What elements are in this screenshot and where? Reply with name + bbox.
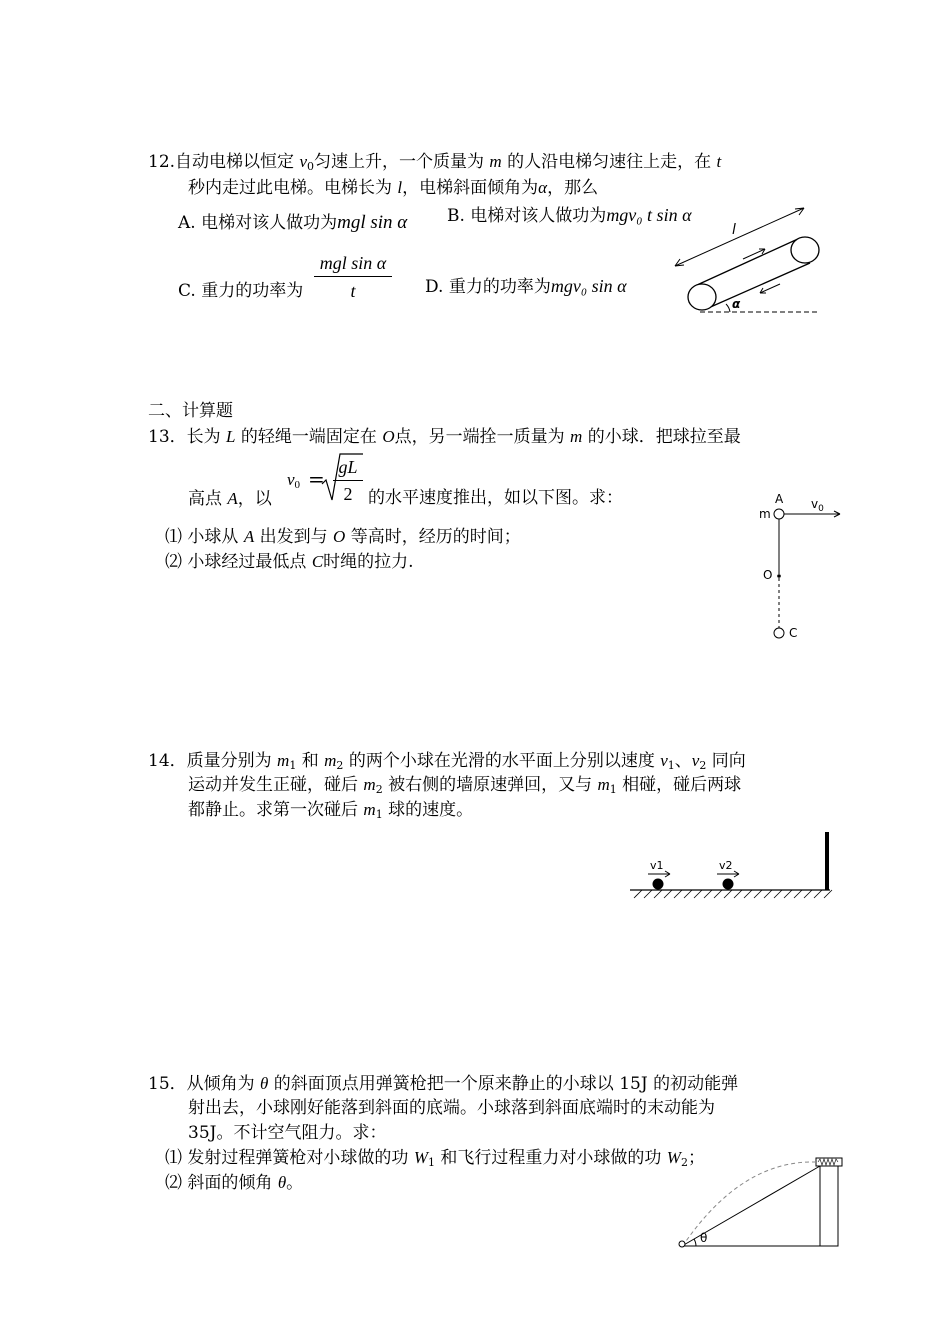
angle-label: α [732, 297, 741, 311]
label-c: C [789, 626, 798, 640]
ball [679, 1241, 685, 1247]
q12-option-b: B. 电梯对该人做功为mgv₀ t sin α [447, 205, 692, 226]
length-line [675, 208, 804, 266]
escalator-figure [670, 200, 840, 320]
lower-roller [688, 284, 716, 310]
q15-sub2: ⑵ 斜面的倾角 θ。 [165, 1173, 304, 1193]
q15-line2: 射出去，小球刚好能落到斜面的底端。小球落到斜面底端时的末动能为 [188, 1098, 715, 1118]
q12-option-a: A. 电梯对该人做功为mgl sin α [178, 212, 408, 233]
q13-line2-end: 的水平速度推出，如以下图。求： [368, 488, 623, 508]
ball-m2 [723, 879, 734, 890]
theta-arc [694, 1239, 696, 1246]
label-m: m [759, 507, 771, 521]
q12-line2: 秒内走过此电梯。电梯长为 l，电梯斜面倾角为α，那么 [188, 178, 599, 198]
q12-option-d: D. 重力的功率为mgv₀ sin α [425, 276, 627, 297]
q15-line3: 35J。不计空气阻力。求： [188, 1123, 387, 1143]
ball-m1 [653, 879, 664, 890]
belt-bottom [706, 263, 810, 309]
q13-sub1: ⑴ 小球从 A 出发到与 O 等高时，经历的时间； [165, 527, 521, 547]
q13-equals: = [308, 467, 325, 491]
up-arrow [743, 249, 765, 259]
theta-label: θ [700, 1231, 708, 1245]
q13-fraction: $\frac{gL}{2}$ [333, 457, 363, 505]
q13-line2-start: 高点 A，以 [188, 489, 272, 509]
label-o: O [763, 568, 773, 582]
ball-at-a [774, 509, 784, 519]
pendulum-figure [755, 490, 865, 650]
collision-figure [630, 828, 840, 908]
q12-option-c-fraction: mgl sin α t [314, 253, 392, 302]
platform [820, 1166, 838, 1246]
section-title: 二、计算题 [148, 401, 233, 421]
angle-arc [726, 304, 730, 312]
q14-line2: 运动并发生正碰，碰后 $m_2$ 被右侧的墙原速弹回，又与 $m_1$ 相碰，碰后两球 [188, 775, 742, 796]
q12-option-c-label: C. 重力的功率为 [178, 281, 304, 301]
q13-v0: $v_0$ [287, 470, 301, 491]
ball-at-c [774, 628, 784, 638]
q15-line1: 15．从倾角为 θ 的斜面顶点用弹簧枪把一个原来静止的小球以 15J 的初动能弹 [148, 1074, 739, 1094]
label-v0: $v_0$ [811, 497, 824, 514]
pivot-o [777, 574, 781, 578]
ground-hatching [634, 890, 832, 898]
belt-top [697, 238, 800, 285]
label-v2: v2 [719, 859, 733, 872]
q12-line1: 12.自动电梯以恒定 $v_0$匀速上升，一个质量为 m 的人沿电梯匀速往上走，在 t [148, 152, 722, 173]
upper-roller [791, 237, 819, 263]
q14-line1: 14．质量分别为 $m_1$ 和 $m_2$ 的两个小球在光滑的水平面上分别以速度 $v_1$、$v_2$ 同向 [148, 751, 746, 772]
label-v1: v1 [650, 859, 664, 872]
incline-figure [672, 1150, 852, 1250]
label-a: A [775, 492, 784, 506]
q13-line1: 13．长为 L 的轻绳一端固定在 O点，另一端拴一质量为 m 的小球．把球拉至最 [148, 427, 741, 447]
q15-sub1: ⑴ 发射过程弹簧枪对小球做的功 $W_1$ 和飞行过程重力对小球做的功 $W_2$； [165, 1148, 705, 1169]
q14-line3: 都静止。求第一次碰后 $m_1$ 球的速度。 [188, 800, 474, 821]
length-label: l [732, 222, 736, 238]
q13-sub2: ⑵ 小球经过最低点 C时绳的拉力. [165, 552, 414, 572]
